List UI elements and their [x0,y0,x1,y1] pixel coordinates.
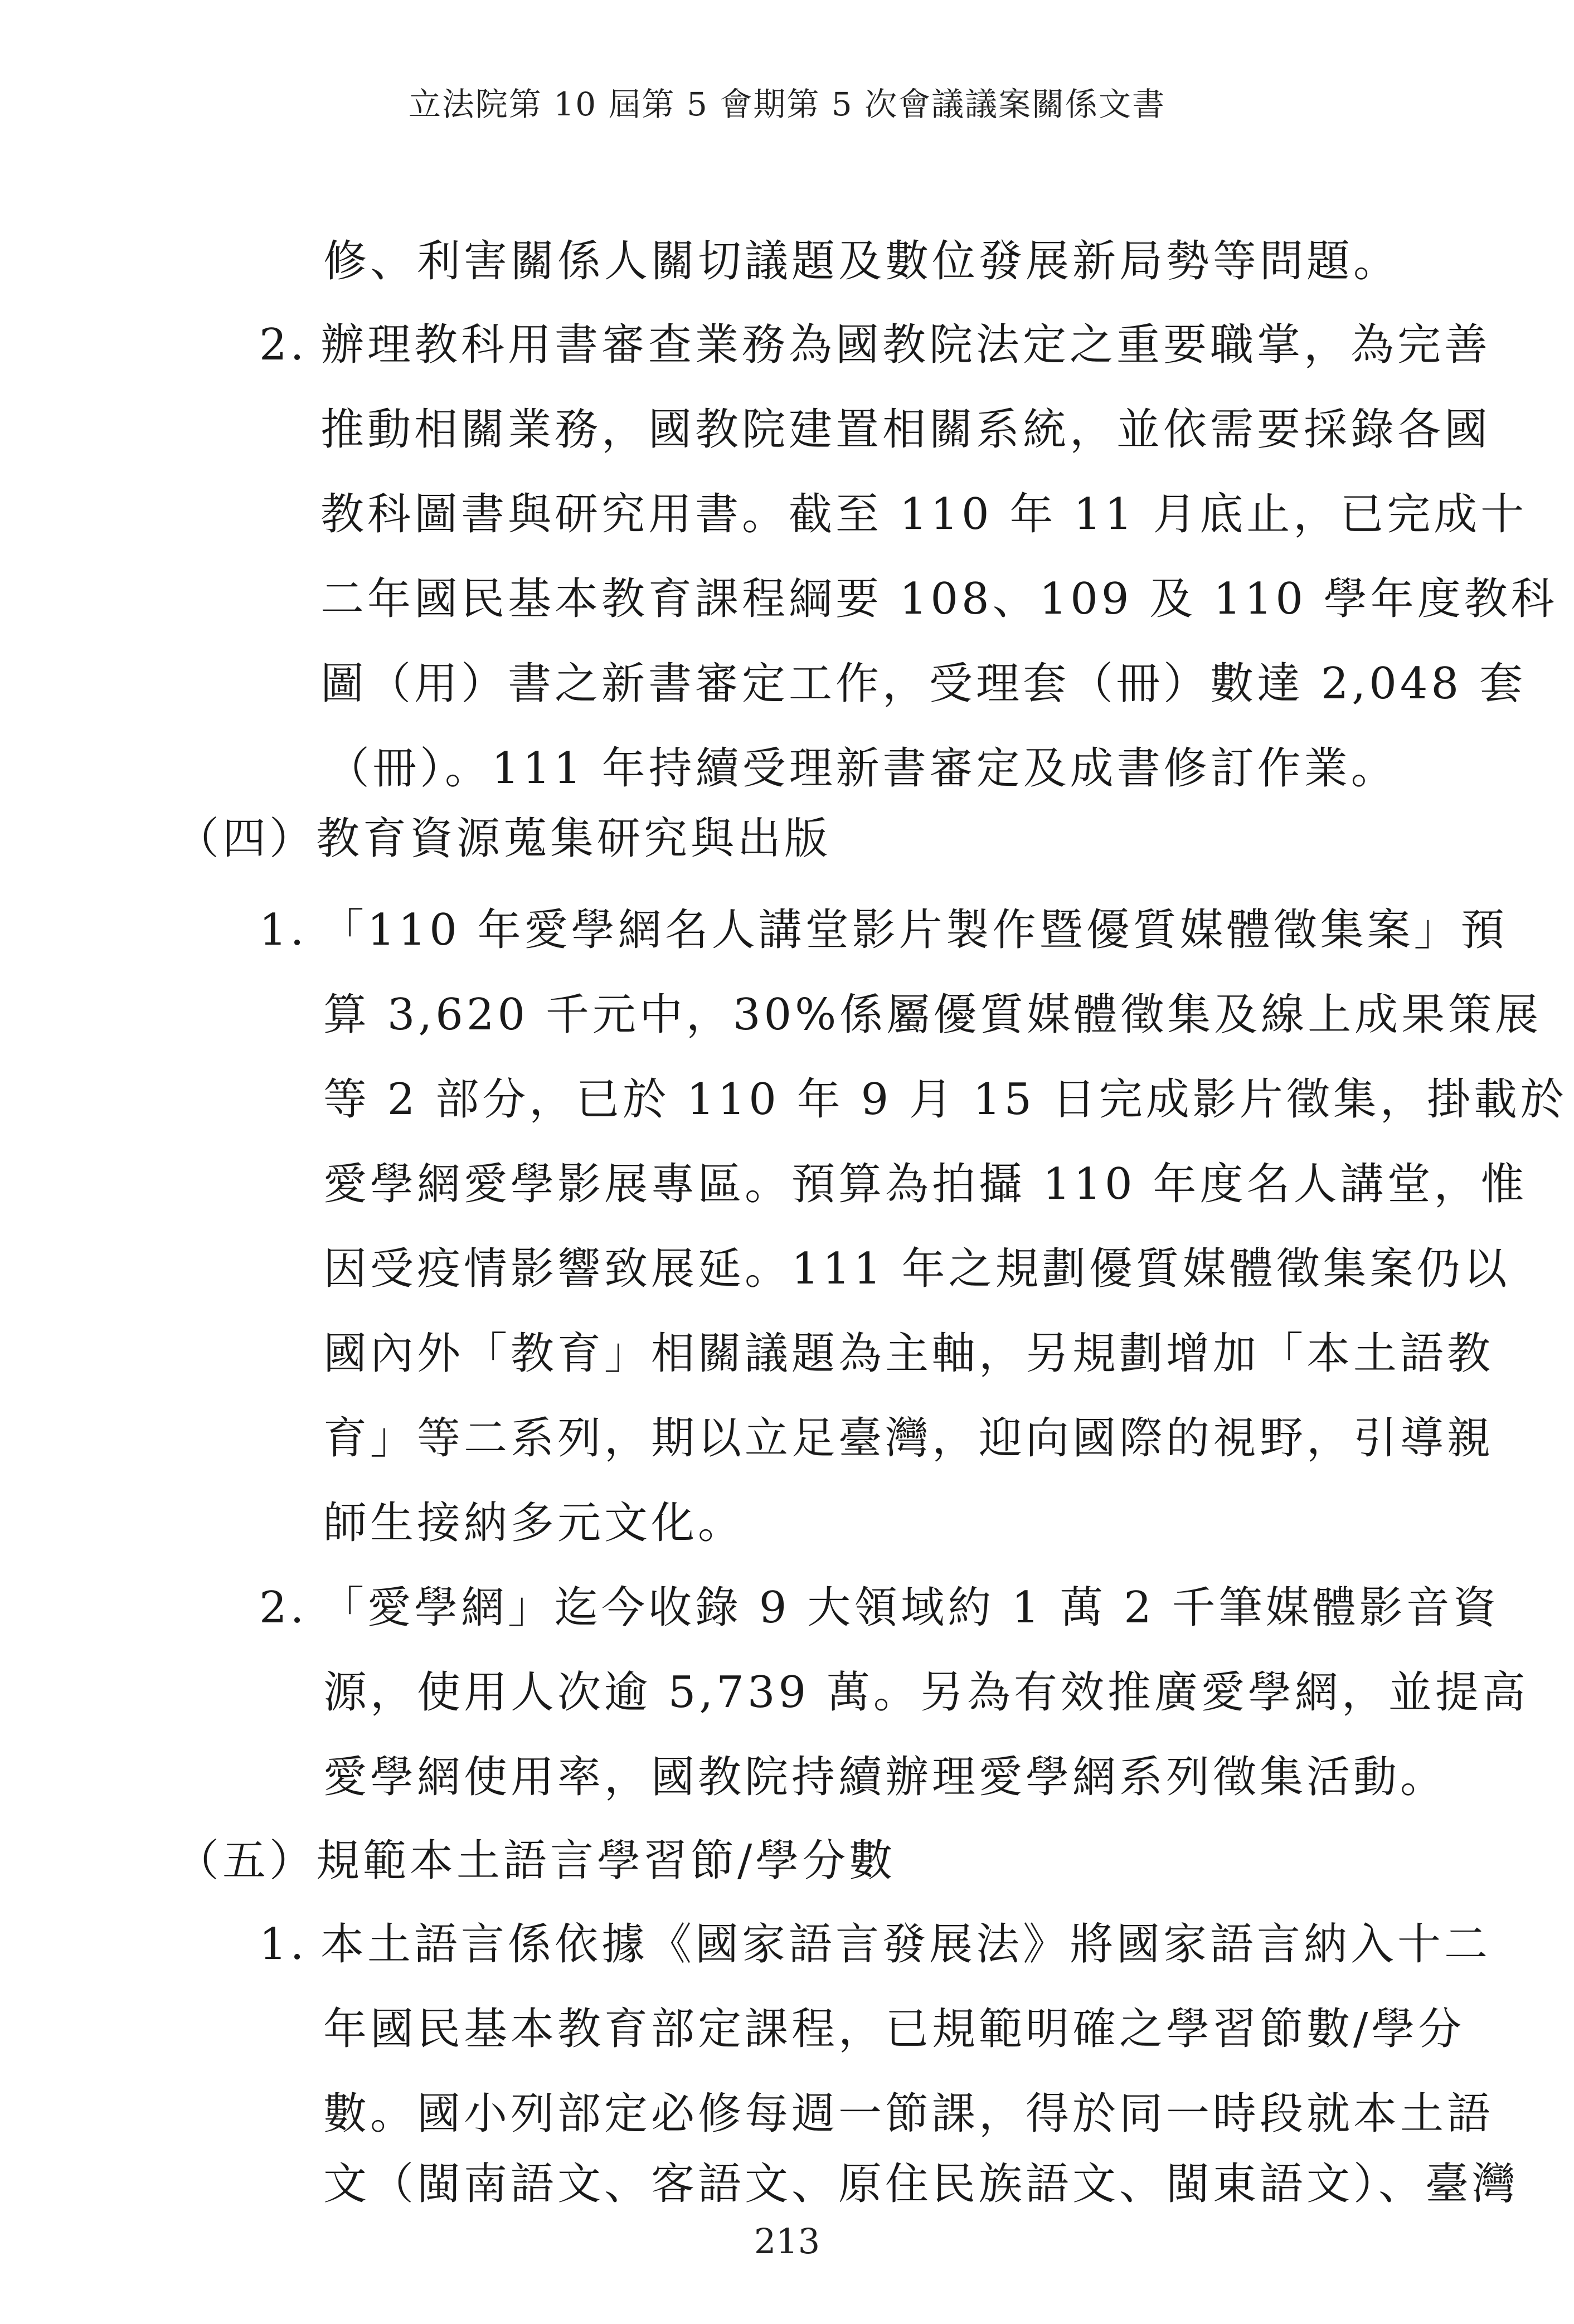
body-line: 二年國民基本教育課程綱要 108、109 及 110 學年度教科 [320,574,1558,624]
body-line: 圖（用）書之新書審定工作，受理套（冊）數達 2,048 套 [320,659,1526,709]
list-item-1 [259,905,1508,955]
body-line: 等 2 部分，已於 110 年 9 月 15 日完成影片徵集，掛載於 [323,1075,1567,1125]
body-line: 年國民基本教育部定課程，已規範明確之學習節數/學分 [323,2004,1465,2054]
body-line: 因受疫情影響致展延。111 年之規劃優質媒體徵集案仍以 [323,1244,1510,1294]
section-heading-4: （四）教育資源蒐集研究與出版 [176,814,832,864]
list-item-2 [259,1583,1500,1633]
body-line: 愛學網使用率，國教院持續辦理愛學網系列徵集活動。 [323,1752,1447,1802]
body-line: 文（閩南語文、客語文、原住民族語文、閩東語文）、臺灣 [323,2159,1519,2209]
body-line: （冊）。111 年持續受理新書審定及成書修訂作業。 [326,743,1398,794]
list-item-1 [259,1919,1492,1970]
body-line: 育」等二系列，期以立足臺灣，迎向國際的視野，引導親 [323,1413,1494,1464]
body-line: 本土語言係依據《國家語言發展法》將國家語言納入十二 [320,1919,1492,1970]
body-line: 國內外「教育」相關議題為主軸，另規劃增加「本土語教 [323,1329,1494,1379]
list-item-number: 1. [259,905,308,955]
document-header: 立法院第 10 屆第 5 會期第 5 次會議議案關係文書 [408,85,1166,123]
body-line: 愛學網愛學影展專區。預算為拍攝 110 年度名人講堂，惟 [323,1159,1528,1209]
list-item-number: 1. [259,1919,308,1970]
body-line: 「110 年愛學網名人講堂影片製作暨優質媒體徵集案」預 [320,905,1508,955]
list-item-number: 2. [259,1583,308,1633]
body-line: 推動相關業務，國教院建置相關系統，並依需要採錄各國 [320,405,1492,455]
list-item-2 [259,320,1492,370]
body-line: 「愛學網」迄今收錄 9 大領域約 1 萬 2 千筆媒體影音資 [320,1583,1500,1633]
page-number: 213 [754,2221,820,2262]
list-item-number: 2. [259,320,308,370]
body-line: 數。國小列部定必修每週一節課，得於同一時段就本土語 [323,2089,1494,2139]
body-line: 源，使用人次逾 5,739 萬。另為有效推廣愛學網，並提高 [323,1667,1529,1718]
body-line: 教科圖書與研究用書。截至 110 年 11 月底止，已完成十 [320,489,1528,539]
body-line: 辦理教科用書審查業務為國教院法定之重要職掌，為完善 [320,320,1492,370]
section-heading-5: （五）規範本土語言學習節/學分數 [176,1836,896,1886]
body-line: 算 3,620 千元中，30%係屬優質媒體徵集及線上成果策展 [323,990,1542,1040]
body-line: 修、利害關係人關切議題及數位發展新局勢等問題。 [323,236,1401,286]
body-line: 師生接納多元文化。 [323,1498,745,1548]
